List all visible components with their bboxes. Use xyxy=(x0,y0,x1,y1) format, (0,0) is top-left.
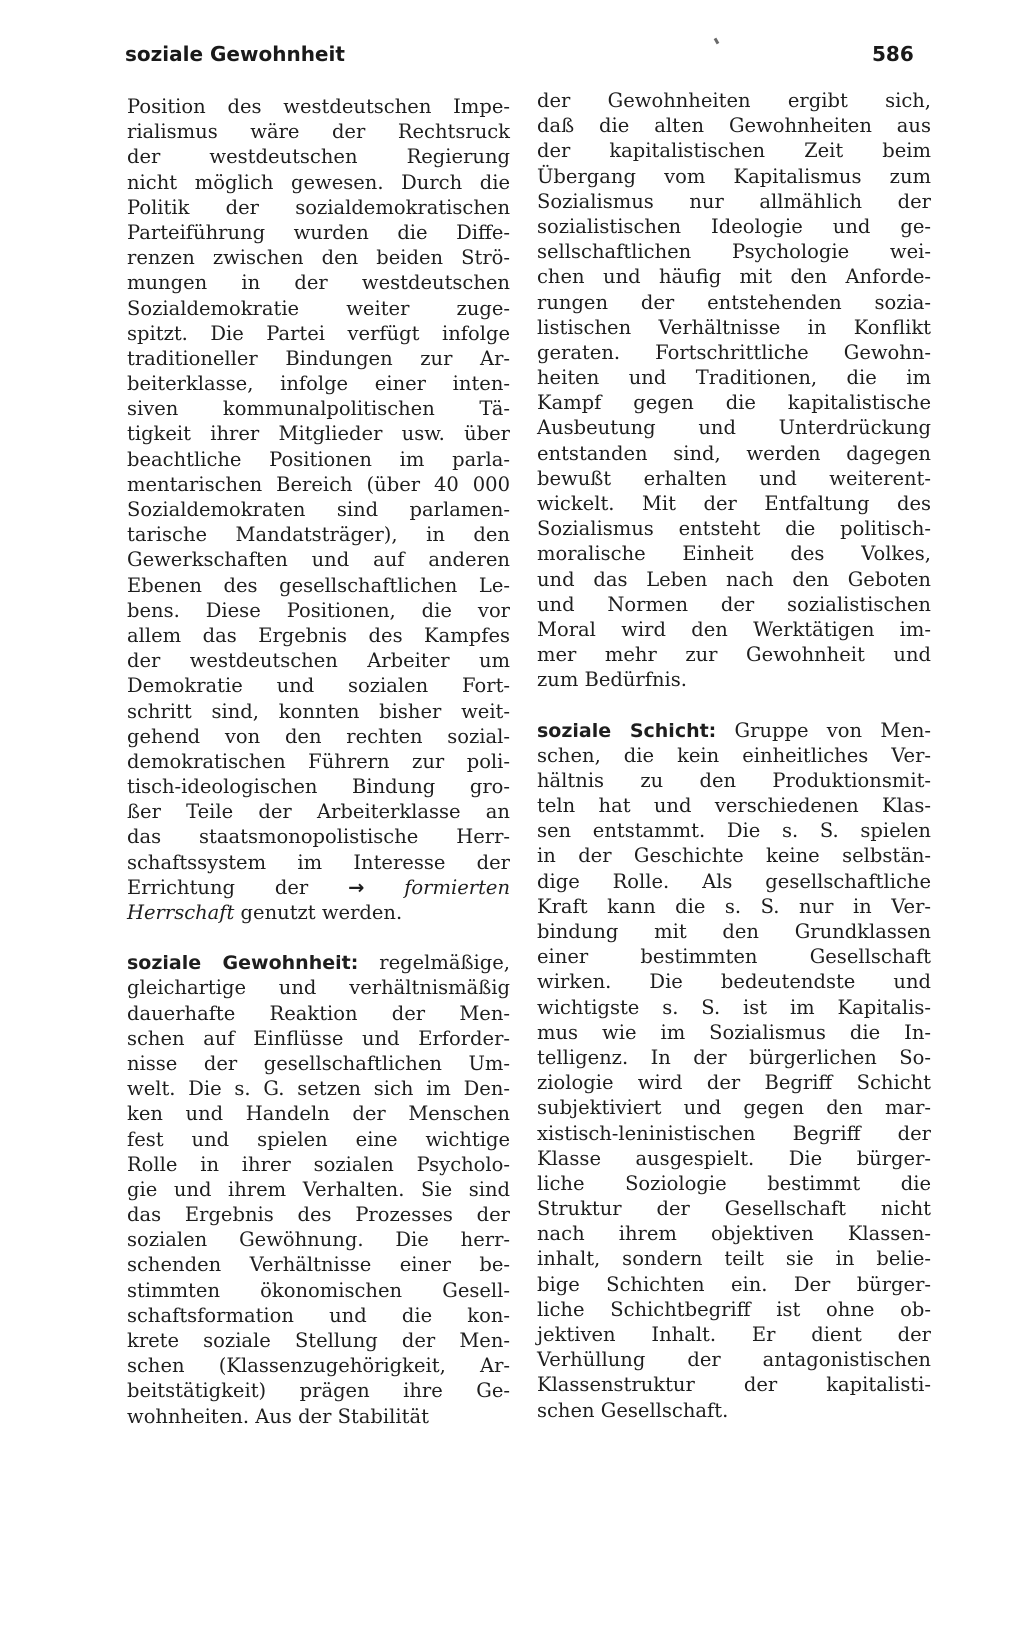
text-line: telligenz. In der bürgerlichen So- xyxy=(537,1045,931,1069)
text-line: geraten. Fortschrittliche Gewohn- xyxy=(537,340,931,364)
text-line: schen auf Einflüsse und Erforder- xyxy=(127,1026,510,1050)
text-line: wirken. Die bedeutendste und xyxy=(537,970,931,994)
arrow-icon: → xyxy=(348,875,365,899)
text-line: Sozialdemokraten sind parlamen- xyxy=(127,498,510,521)
print-speck xyxy=(714,38,720,45)
entry-term: soziale Gewohnheit: xyxy=(127,952,359,975)
entry-heading-line xyxy=(127,950,510,975)
text-line: liche Schichtbegriff ist ohne ob- xyxy=(537,1297,931,1321)
text-line: listischen Verhältnisse in Konflikt xyxy=(537,315,931,339)
text-line: schen Gesellschaft. xyxy=(537,1398,729,1422)
text-line: der Gewohnheiten ergibt sich, xyxy=(537,89,931,112)
text-line: rialismus wäre der Rechtsruck xyxy=(127,120,510,144)
text-line: dige Rolle. Als gesellschaftliche xyxy=(537,869,931,893)
text-line: wickelt. Mit der Entfaltung des xyxy=(537,492,931,515)
text-line: Position des westdeutschen Impe- xyxy=(127,95,510,118)
text-line: Klassenstruktur der kapitalisti- xyxy=(537,1373,931,1397)
running-header-title: soziale Gewohnheit xyxy=(125,42,345,66)
right-column xyxy=(537,88,931,1423)
text-line: ßer Teile der Arbeiterklasse an xyxy=(127,800,510,824)
text-line: mungen in der westdeutschen xyxy=(127,271,510,295)
text-line: ziologie wird der Begriff Schicht xyxy=(537,1071,931,1095)
text-line: schenden Verhältnisse einer be- xyxy=(127,1253,510,1277)
cross-reference-term: Herrschaft xyxy=(127,901,235,924)
ref-prefix: Errichtung der xyxy=(127,875,309,899)
text-line: der westdeutschen Arbeiter um xyxy=(127,649,510,673)
text-line: sozialistischen Ideologie und ge- xyxy=(537,214,931,238)
text-line: inhalt, sondern teilt sie in belie- xyxy=(537,1247,931,1271)
text-line: liche Soziologie bestimmt die xyxy=(537,1171,931,1195)
text-line: gehend von den rechten sozial- xyxy=(127,724,510,748)
text-line: mer mehr zur Gewohnheit und xyxy=(537,643,931,667)
paragraph-gap xyxy=(537,693,931,718)
text-line: tigkeit ihrer Mitglieder usw. über xyxy=(127,422,510,446)
text-line: rungen der entstehenden sozia- xyxy=(537,290,931,314)
text-line: sen entstammt. Die s. S. spielen xyxy=(537,819,931,843)
text-line: mus wie im Sozialismus die In- xyxy=(537,1020,931,1044)
text-line: beitstätigkeit) prägen ihre Ge- xyxy=(127,1379,510,1403)
cross-reference-term: formierten xyxy=(404,875,511,899)
text-line: moralische Einheit des Volkes, xyxy=(537,542,931,566)
text-line: der kapitalistischen Zeit beim xyxy=(537,139,931,163)
text-line: dauerhafte Reaktion der Men- xyxy=(127,1001,510,1025)
text-line: daß die alten Gewohnheiten aus xyxy=(537,114,931,138)
entry-first-line: regelmäßige, xyxy=(358,951,510,975)
text-line: schen (Klassenzugehörigkeit, Ar- xyxy=(127,1354,510,1378)
text-line: fest und spielen eine wichtige xyxy=(127,1127,510,1151)
text-line: wichtigste s. S. ist im Kapitalis- xyxy=(537,995,931,1019)
text-line: hältnis zu den Produktionsmit- xyxy=(537,768,931,792)
text-line: Verhüllung der antagonistischen xyxy=(537,1348,931,1372)
text-line: krete soziale Stellung der Men- xyxy=(127,1329,510,1352)
text-line: Sozialdemokratie weiter zuge- xyxy=(127,296,510,320)
left-column xyxy=(127,94,510,1429)
text-line: bindung mit den Grundklassen xyxy=(537,920,931,943)
text-line: Kraft kann die s. S. nur in Ver- xyxy=(537,894,931,918)
entry-body-soziale-gewohnheit xyxy=(127,975,510,1428)
text-line: traditioneller Bindungen zur Ar- xyxy=(127,346,510,370)
text-line: Klasse ausgespielt. Die bürger- xyxy=(537,1146,931,1170)
text-line: und Normen der sozialistischen xyxy=(537,592,931,616)
text-line: teln hat und verschiedenen Klas- xyxy=(537,794,931,818)
text-line: renzen zwischen den beiden Strö- xyxy=(127,246,510,270)
text-line: Kampf gegen die kapitalistische xyxy=(537,391,931,415)
text-line: Politik der sozialdemokratischen xyxy=(127,195,510,219)
text-line: schritt sind, konnten bisher weit- xyxy=(127,699,510,723)
text-line: sellschaftlichen Psychologie wei- xyxy=(537,240,931,264)
text-line: Gewerkschaften und auf anderen xyxy=(127,548,510,572)
text-line: subjektiviert und gegen den mar- xyxy=(537,1096,931,1120)
text-line: tarische Mandatsträger), in den xyxy=(127,523,510,547)
text-line: welt. Die s. G. setzen sich im Den- xyxy=(127,1077,510,1101)
text-line: ken und Handeln der Menschen xyxy=(127,1102,510,1126)
text-line: sozialen Gewöhnung. Die herr- xyxy=(127,1228,510,1252)
text-line: Demokratie und sozialen Fort- xyxy=(127,674,510,698)
left-continuation-text xyxy=(127,94,510,875)
text-line: Moral wird den Werktätigen im- xyxy=(537,617,931,641)
text-line: der westdeutschen Regierung xyxy=(127,145,510,169)
text-line: das Ergebnis des Prozesses der xyxy=(127,1203,510,1227)
text-line: gleichartige und verhältnismäßig xyxy=(127,976,510,1000)
text-line: bige Schichten ein. Der bürger- xyxy=(537,1272,931,1296)
text-line: Sozialismus entsteht die politisch- xyxy=(537,517,931,541)
text-line: nach ihrem objektiven Klassen- xyxy=(537,1222,931,1246)
text-line: xistisch-leninistischen Begriff der xyxy=(537,1121,931,1145)
text-line: nisse der gesellschaftlichen Um- xyxy=(127,1051,510,1075)
text-line: in der Geschichte keine selbstän- xyxy=(537,844,931,868)
text-line: Parteiführung wurden die Diffe- xyxy=(127,220,510,244)
text-line: heiten und Traditionen, die im xyxy=(537,366,931,390)
right-continuation-text xyxy=(537,88,931,693)
text-line: jektiven Inhalt. Er dient der xyxy=(537,1323,931,1346)
cross-reference-line-end xyxy=(127,900,510,925)
entry-body-soziale-schicht xyxy=(537,743,931,1423)
text-line: bewußt erhalten und weiterent- xyxy=(537,466,931,490)
text-line: bens. Diese Positionen, die vor xyxy=(127,598,510,622)
page-number: 586 xyxy=(872,42,914,66)
ref-suffix: genutzt werden. xyxy=(234,901,403,924)
text-line: und das Leben nach den Geboten xyxy=(537,567,931,591)
text-line: tisch-ideologischen Bindung gro- xyxy=(127,775,510,799)
text-line: allem das Ergebnis des Kampfes xyxy=(127,623,510,647)
text-line: gie und ihrem Verhalten. Sie sind xyxy=(127,1177,510,1201)
text-line: schen, die kein einheitliches Ver- xyxy=(537,743,931,767)
text-line: Übergang vom Kapitalismus zum xyxy=(537,164,931,188)
text-line: Ebenen des gesellschaftlichen Le- xyxy=(127,573,510,597)
text-line: zum Bedürfnis. xyxy=(537,668,687,692)
text-line: schaftsformation und die kon- xyxy=(127,1303,510,1327)
entry-term: soziale Schicht: xyxy=(537,719,717,742)
text-line: schaftssystem im Interesse der xyxy=(127,850,510,874)
paragraph-gap xyxy=(127,925,510,950)
text-line: entstanden sind, werden dagegen xyxy=(537,441,931,465)
text-line: beachtliche Positionen im parla- xyxy=(127,447,510,471)
text-line: spitzt. Die Partei verfügt infolge xyxy=(127,321,510,345)
text-line: wohnheiten. Aus der Stabilität xyxy=(127,1404,429,1428)
text-line: stimmten ökonomischen Gesell- xyxy=(127,1278,510,1302)
text-line: chen und häufig mit den Anforde- xyxy=(537,265,931,289)
text-line: Ausbeutung und Unterdrückung xyxy=(537,416,931,440)
text-line: einer bestimmten Gesellschaft xyxy=(537,945,931,969)
entry-first-line: Gruppe von Men- xyxy=(716,718,932,742)
text-line: das staatsmonopolistische Herr- xyxy=(127,825,510,849)
text-line: siven kommunalpolitischen Tä- xyxy=(127,397,510,421)
text-line: mentarischen Bereich (über 40 000 xyxy=(127,472,510,496)
text-line: demokratischen Führern zur poli- xyxy=(127,749,510,773)
text-line: nicht möglich gewesen. Durch die xyxy=(127,170,510,194)
entry-heading-line xyxy=(537,718,931,743)
text-line: Sozialismus nur allmählich der xyxy=(537,189,931,213)
text-line: beiterklasse, infolge einer inten- xyxy=(127,372,510,396)
text-line: Struktur der Gesellschaft nicht xyxy=(537,1197,931,1221)
text-line: Rolle in ihrer sozialen Psycholo- xyxy=(127,1152,510,1176)
cross-reference-line xyxy=(127,875,510,900)
